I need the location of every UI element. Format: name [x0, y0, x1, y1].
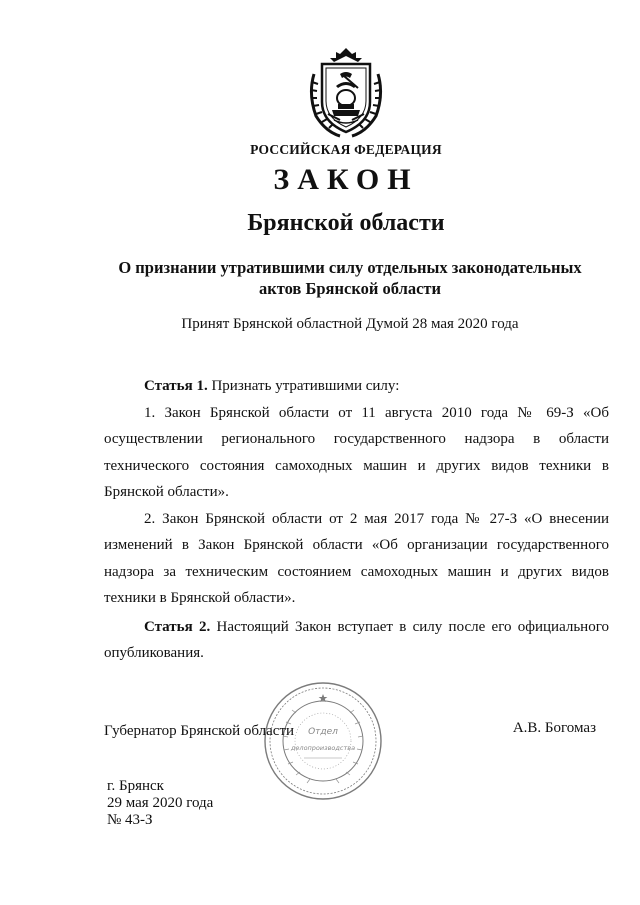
law-subject [100, 257, 600, 299]
article-1-label: Статья 1. [144, 378, 208, 394]
law-subject-line-2: актов Брянской области [258, 279, 442, 298]
article-1-heading [104, 373, 609, 400]
article-1-item-1: 1. Закон Брянской области от 11 августа 2010 года № 69-З «Об осуществлении регионального государственного надзора в области технического состояния самоходных машин и других видов техники в Брянской области». [104, 404, 609, 500]
law-body [104, 373, 609, 667]
signing-date: 29 мая 2020 года [107, 795, 214, 811]
article-1-text: Признать утратившими силу: [207, 378, 400, 394]
country-heading: РОССИЙСКАЯ ФЕДЕРАЦИЯ [250, 142, 442, 157]
law-subject-line-1: О признании утратившими силу отдельных законодательных [118, 258, 582, 277]
adoption-line: Принят Брянской областной Думой 28 мая 2020 года [181, 316, 519, 332]
seal-center-line-1: Отдел [308, 727, 338, 737]
law-number: № 43-З [107, 812, 153, 828]
article-2-label: Статья 2. [144, 618, 211, 635]
coat-of-arms-emblem [300, 44, 392, 140]
article-1-item-2: 2. Закон Брянской области от 2 мая 2017 года № 27-З «О внесении изменений в Закон Брянской области «Об организации государственного надзора за техническим состоянием самоходных машин и других видов техники в Брянской области». [104, 510, 609, 606]
governor-title: Губернатор Брянской области [104, 723, 295, 739]
article-2-text: Настоящий Закон вступает в силу после его официального опубликования. [104, 618, 609, 661]
seal-center-line-2: делопроизводства [290, 744, 356, 752]
place-of-signing: г. Брянск [107, 778, 164, 794]
document-footer [107, 778, 213, 829]
article-2 [104, 614, 609, 667]
governor-name: А.В. Богомаз [512, 720, 596, 736]
document-type-title: ЗАКОН [273, 163, 419, 196]
official-seal-stamp [262, 680, 384, 802]
region-heading: Брянской области [247, 210, 445, 236]
